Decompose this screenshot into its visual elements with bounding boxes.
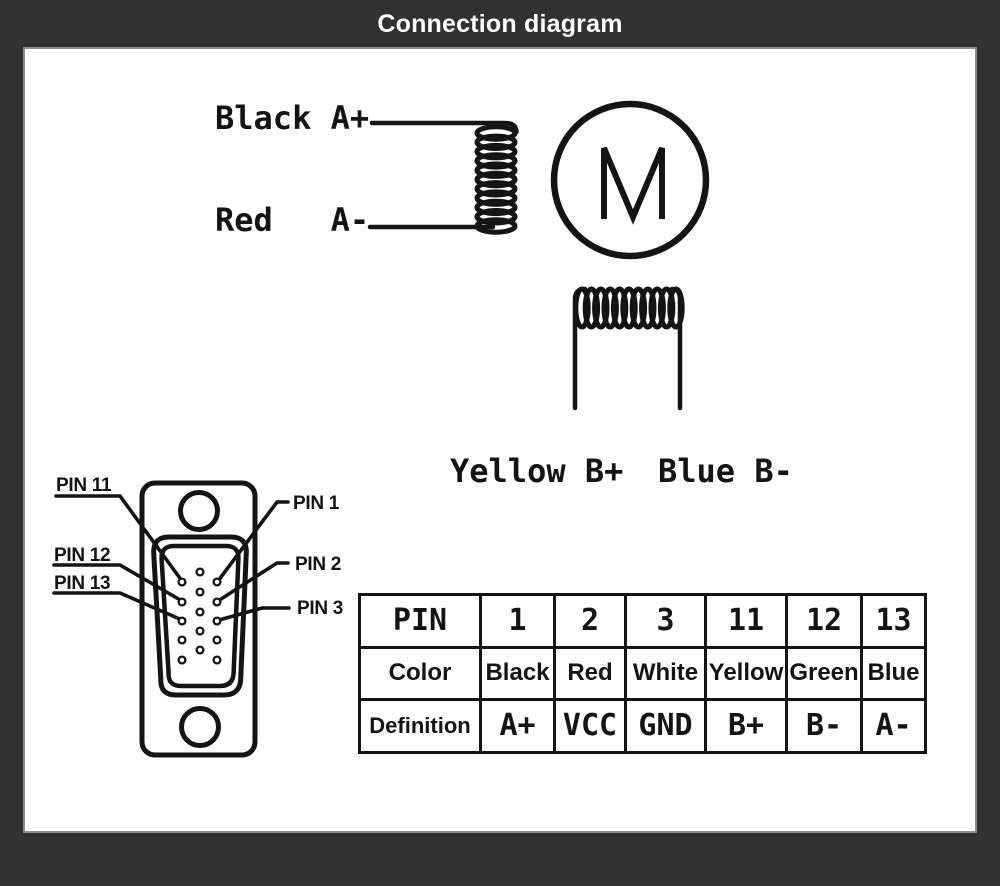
motor-letter-m <box>604 148 662 219</box>
table-cell-color-13: Blue <box>862 647 926 700</box>
pin-13-label: PIN 13 <box>54 573 111 594</box>
pin-1-label: PIN 1 <box>293 493 340 514</box>
pin-3-label: PIN 3 <box>297 598 344 619</box>
motor-icon <box>554 104 706 256</box>
diagram-panel <box>25 49 975 831</box>
table-cell-pin-3: 3 <box>626 595 706 648</box>
table-cell-def-3: GND <box>626 700 706 753</box>
table-cell-pin-11: 11 <box>706 595 787 648</box>
table-cell-color-2: Red <box>555 647 626 700</box>
pin-definition-table <box>358 593 927 754</box>
wire-label-blue-b-minus: Blue B- <box>658 452 793 490</box>
coil-b-icon <box>576 289 682 327</box>
page-title: Connection diagram <box>377 10 623 38</box>
table-header-color: Color <box>360 647 481 700</box>
wire-label-red-a-minus: Red A- <box>215 201 370 239</box>
table-cell-pin-1: 1 <box>481 595 555 648</box>
table-header-definition: Definition <box>360 700 481 753</box>
connector-pins <box>179 569 221 664</box>
wire-label-black-a-plus: Black A+ <box>215 99 370 137</box>
db15-connector <box>54 475 343 755</box>
table-cell-def-13: A- <box>862 700 926 753</box>
phase-b-group <box>450 289 793 490</box>
table-cell-pin-13: 13 <box>862 595 926 648</box>
connector-screw-hole-top <box>181 493 218 530</box>
wire-label-yellow-b-plus: Yellow B+ <box>450 452 624 490</box>
connector-screw-hole-bottom <box>182 709 219 746</box>
table-row-definition <box>360 700 926 753</box>
phase-a-group <box>215 99 517 239</box>
table-cell-def-2: VCC <box>555 700 626 753</box>
coil-a-icon <box>477 127 515 232</box>
table-cell-pin-12: 12 <box>787 595 862 648</box>
pin-2-label: PIN 2 <box>295 554 342 575</box>
table-cell-color-1: Black <box>481 647 555 700</box>
pin-12-label: PIN 12 <box>54 545 111 566</box>
table-cell-color-12: Green <box>787 647 862 700</box>
table-header-pin: PIN <box>360 595 481 648</box>
table-row-color <box>360 647 926 700</box>
pin-11-label: PIN 11 <box>56 475 112 496</box>
table-cell-color-11: Yellow <box>706 647 787 700</box>
title-bar <box>0 0 1000 49</box>
table-cell-color-3: White <box>626 647 706 700</box>
table-row-pin <box>360 595 926 648</box>
table-cell-def-11: B+ <box>706 700 787 753</box>
table-cell-def-1: A+ <box>481 700 555 753</box>
table-cell-def-12: B- <box>787 700 862 753</box>
table-cell-pin-2: 2 <box>555 595 626 648</box>
